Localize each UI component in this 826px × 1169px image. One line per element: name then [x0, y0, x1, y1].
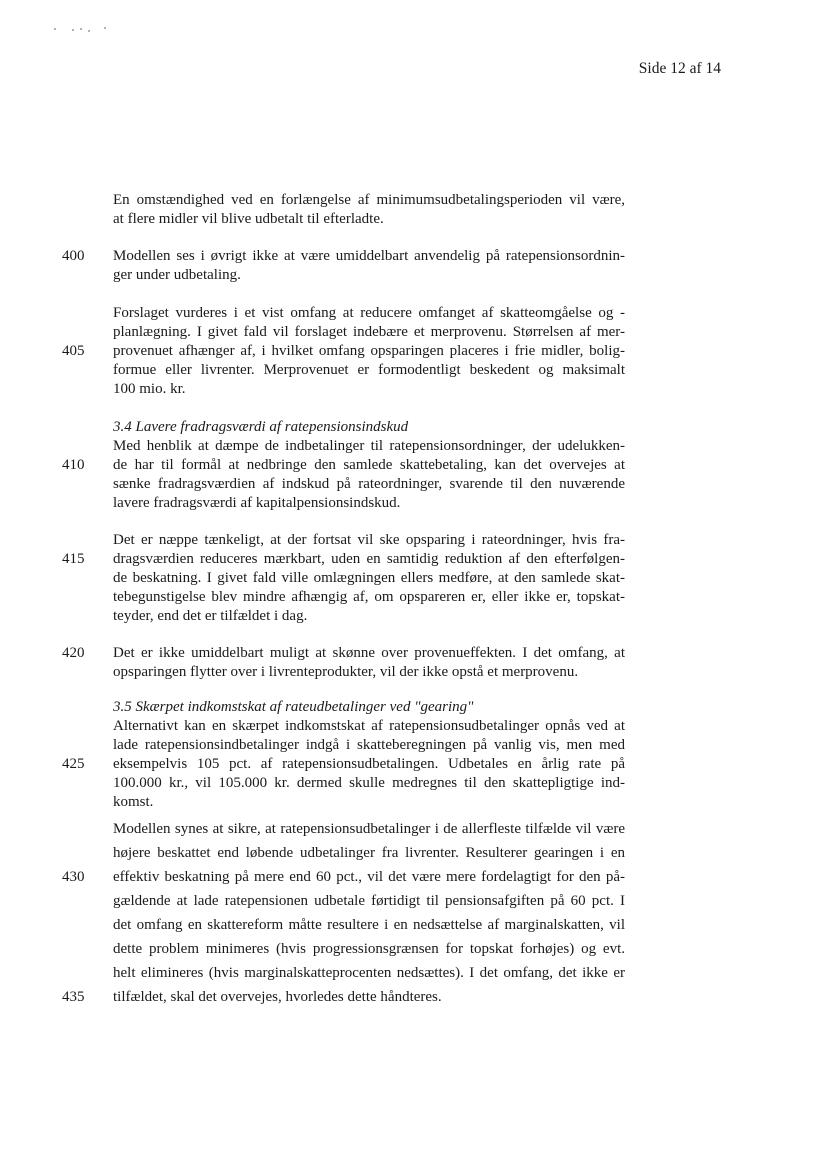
text-line: Det er næppe tænkeligt, at der fortsat vil ske opsparing i rateordninger, hvis fra-: [113, 532, 625, 548]
text-line: dette problem minimeres (hvis progressionsgrænsen for topskat forhøjes) og evt.: [113, 941, 625, 957]
text-line: effektiv beskatning på mere end 60 pct., vil det være mere fordelagtigt for den på-: [113, 869, 625, 885]
line-number: 435: [62, 989, 85, 1005]
line-number: 410: [62, 457, 85, 473]
text-line: tebegunstigelse blev mindre afhængig af, om opspareren er, eller ikke er, topskat-: [113, 589, 625, 605]
text-line: 100.000 kr., vil 105.000 kr. dermed skulle medregnes til den skattepligtige ind-: [113, 775, 625, 791]
text-line: gældende at lade ratepensionen udbetale førtidigt til pensionsafgiften på 60 pct. I: [113, 893, 625, 909]
page-number: Side 12 af 14: [638, 60, 721, 77]
text-line: Alternativt kan en skærpet indkomstskat af ratepensionsudbetalinger opnås ved at: [113, 718, 625, 734]
text-line: helt elimineres (hvis marginalskatteprocenten nedsættes). I det omfang, det ikke er: [113, 965, 625, 981]
text-line: sænke fradragsværdien af indskud på rateordninger, svarende til den nuværende: [113, 476, 625, 492]
text-line: Forslaget vurderes i et vist omfang at reducere omfanget af skatteomgåelse og -: [113, 305, 625, 321]
text-line: eksempelvis 105 pct. af ratepensionsudbetalingen. Udbetales en årlig rate på: [113, 756, 625, 772]
text-line: de beskatning. I givet fald ville omlægningen ellers medføre, at den samlede skat-: [113, 570, 625, 586]
text-line: opsparingen flytter over i livrenteprodukter, vil der ikke opstå et merprovenu.: [113, 664, 579, 680]
text-line: Med henblik at dæmpe de indbetalinger til ratepensionsordninger, der udelukken-: [113, 438, 625, 454]
line-number: 425: [62, 756, 85, 772]
scan-artifact: [54, 26, 114, 34]
text-line: at flere midler vil blive udbetalt til efterladte.: [113, 211, 384, 227]
text-line: det omfang en skattereform måtte resultere i en nedsættelse af marginalskatten, vil: [113, 917, 625, 933]
text-line: En omstændighed ved en forlængelse af minimumsudbetalingsperioden vil være,: [113, 192, 625, 208]
text-line: højere beskattet end løbende udbetalinger fra livrenter. Resulterer gearingen i en: [113, 845, 625, 861]
section-heading: 3.5 Skærpet indkomstskat af rateudbetalinger ved "gearing": [113, 699, 474, 715]
text-line: de har til formål at nedbringe den samlede skattebetaling, kan det overvejes at: [113, 457, 625, 473]
text-line: Modellen ses i øvrigt ikke at være umiddelbart anvendelig på ratepensionsordnin-: [113, 248, 625, 264]
text-line: lavere fradragsværdi af kapitalpensionsindskud.: [113, 495, 401, 511]
text-line: teyder, end det er tilfældet i dag.: [113, 608, 308, 624]
line-number: 420: [62, 645, 85, 661]
line-number: 400: [62, 248, 85, 264]
line-number: 405: [62, 343, 85, 359]
section-heading: 3.4 Lavere fradragsværdi af ratepensionsindskud: [113, 419, 409, 435]
text-line: 100 mio. kr.: [113, 381, 186, 397]
text-line: Det er ikke umiddelbart muligt at skønne over provenueffekten. I det omfang, at: [113, 645, 625, 661]
text-line: dragsværdien reduceres mærkbart, uden en samtidig reduktion af den efterfølgen-: [113, 551, 625, 567]
text-line: planlægning. I givet fald vil forslaget indebære et merprovenu. Størrelsen af mer-: [113, 324, 625, 340]
text-line: Modellen synes at sikre, at ratepensionsudbetalinger i de allerfleste tilfælde vil være: [113, 821, 625, 837]
line-number: 415: [62, 551, 85, 567]
text-line: tilfældet, skal det overvejes, hvorledes dette håndteres.: [113, 989, 442, 1005]
line-number: 430: [62, 869, 85, 885]
text-line: formue eller livrenter. Merprovenuet er formodentligt beskedent og maksimalt: [113, 362, 625, 378]
text-line: ger under udbetaling.: [113, 267, 241, 283]
text-line: lade ratepensionsindbetalinger indgå i skatteberegningen på vanlig vis, men med: [113, 737, 625, 753]
text-line: komst.: [113, 794, 154, 810]
text-line: provenuet afhænger af, i hvilket omfang opsparingen placeres i frie midler, bolig-: [113, 343, 625, 359]
